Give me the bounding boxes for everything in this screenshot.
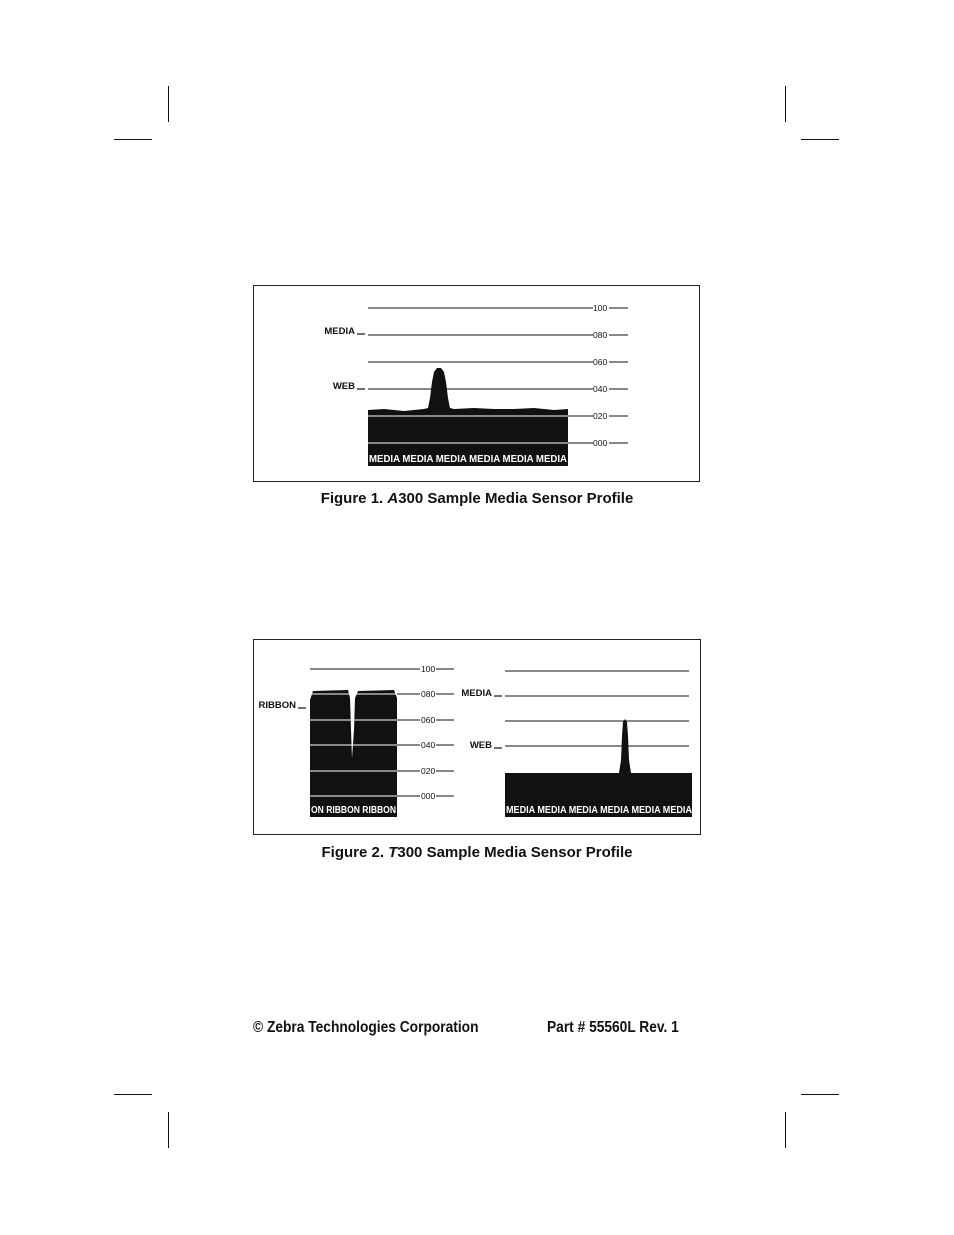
scale-label-020: 020 — [421, 766, 436, 776]
media-level-label: MEDIA — [461, 688, 492, 699]
caption-text: 300 Sample Media Sensor Profile — [398, 490, 634, 507]
crop-mark — [785, 86, 786, 122]
media-bar-text: MEDIA MEDIA MEDIA MEDIA MEDIA MEDIA — [369, 454, 567, 465]
crop-mark — [801, 1094, 839, 1095]
scale-label-040: 040 — [593, 384, 608, 394]
scale-label-080: 080 — [593, 330, 608, 340]
caption-prefix: Figure 1. — [320, 490, 388, 507]
ribbon-level-label: RIBBON — [258, 700, 296, 711]
sensor-profile-fill — [368, 368, 568, 466]
scale-label-020: 020 — [593, 411, 608, 421]
scale-label-080: 080 — [421, 689, 436, 699]
footer-part-number: Part # 55560L Rev. 1 — [547, 1019, 679, 1036]
scale-label-000: 000 — [593, 438, 608, 448]
figure-2-sensor-profile — [253, 639, 701, 835]
media-level-label: MEDIA — [324, 326, 355, 337]
crop-mark — [801, 139, 839, 140]
crop-mark — [168, 1112, 169, 1148]
figure-1-sensor-profile — [253, 285, 700, 482]
scale-label-040: 040 — [421, 740, 436, 750]
caption-model-letter: A — [387, 490, 399, 507]
crop-mark — [168, 86, 169, 122]
scale-label-100: 100 — [421, 664, 436, 674]
media-bar-text: MEDIA MEDIA MEDIA MEDIA MEDIA MEDIA — [506, 805, 692, 816]
scale-label-060: 060 — [593, 357, 608, 367]
web-level-label: WEB — [332, 381, 355, 392]
caption-text: 300 Sample Media Sensor Profile — [397, 844, 633, 861]
scale-label-000: 000 — [421, 791, 436, 801]
caption-prefix: Figure 2. — [321, 844, 389, 861]
figure-1-caption — [0, 490, 954, 507]
footer-copyright: © Zebra Technologies Corporation — [253, 1019, 479, 1036]
ribbon-profile-fill — [310, 690, 397, 817]
crop-mark — [785, 1112, 786, 1148]
figure-2-caption — [0, 844, 954, 861]
media-profile-fill — [505, 719, 692, 817]
crop-mark — [114, 139, 152, 140]
scale-label-060: 060 — [421, 715, 436, 725]
scale-label-100: 100 — [593, 303, 608, 313]
web-level-label: WEB — [469, 740, 492, 751]
crop-mark — [114, 1094, 152, 1095]
figure-2-graph — [254, 640, 702, 836]
ribbon-bar-text: ON RIBBON RIBBON — [311, 805, 396, 816]
figure-1-graph — [254, 286, 701, 483]
caption-model-letter: T — [388, 844, 398, 861]
